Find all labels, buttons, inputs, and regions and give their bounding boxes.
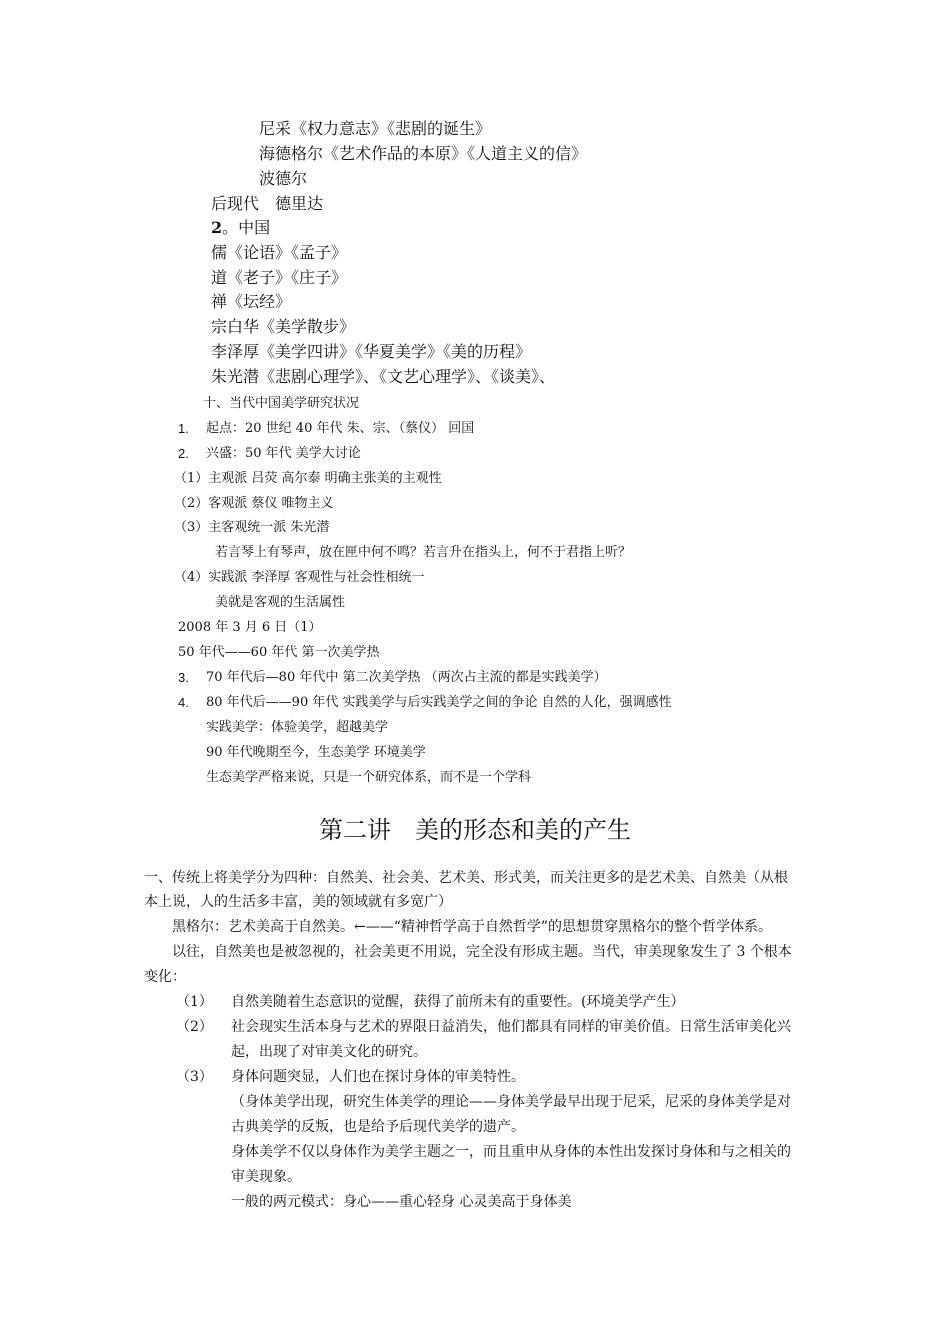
item-text: 兴盛：50 年代 美学大讨论 <box>206 446 361 461</box>
text-line-china <box>211 220 270 236</box>
list-item-2 <box>178 446 361 461</box>
item-text: 80 年代后——90 年代 实践美学与后实践美学之间的争论 自然的人化，强调感性 <box>206 695 672 710</box>
item-number: 2. <box>178 446 189 461</box>
item-text: 70 年代后—80 年代中 第二次美学热 （两次占主流的都是实践美学） <box>206 670 607 685</box>
text-line-baudelaire: 波德尔 <box>259 169 308 188</box>
change-3-note-b-line-2: 审美现象。 <box>231 1169 301 1185</box>
text-line-fifties: 50 年代——60 年代 第一次美学热 <box>178 645 380 660</box>
text-line-date: 2008 年 3 月 6 日（1） <box>178 620 322 635</box>
text-line-nineties: 90 年代晚期至今，生态美学 环境美学 <box>206 745 426 760</box>
section-heading-10: 十、当代中国美学研究状况 <box>203 396 360 411</box>
text-line-objective: （2）客观派 蔡仪 唯物主义 <box>174 496 334 511</box>
text-line-postmodern: 后现代 德里达 <box>211 194 324 213</box>
change-1-text: 自然美随着生态意识的觉醒，获得了前所未有的重要性。(环境美学产生） <box>231 994 685 1010</box>
change-2-line-1: 社会现实生活本身与艺术的界限日益消失，他们都具有同样的审美价值。日常生活审美化兴 <box>231 1019 791 1035</box>
text-line-subjective: （1）主观派 吕荧 高尔泰 明确主张美的主观性 <box>174 471 442 486</box>
item-number: 3. <box>178 670 189 685</box>
text-line-zong: 宗白华《美学散步》 <box>211 317 356 336</box>
text-line-unified: （3）主客观统一派 朱光潜 <box>174 520 330 535</box>
change-2-line-2: 起，出现了对审美文化的研究。 <box>231 1044 427 1060</box>
change-3-note-c: 一般的两元模式：身心——重心轻身 心灵美高于身体美 <box>231 1194 572 1210</box>
list-item-3 <box>178 670 607 685</box>
paragraph-2-line-2: 变化： <box>144 969 186 985</box>
item-number: 4. <box>178 695 189 710</box>
paragraph-1-line-2: 本上说，人的生活多丰富，美的领域就有多宽广） <box>144 894 452 910</box>
paragraph-hegel: 黑格尔：艺术美高于自然美。←——“精神哲学高于自然哲学”的思想贯穿黑格尔的整个哲学体系。 <box>172 919 773 935</box>
text-line-practice-aesthetics: 实践美学：体验美学，超越美学 <box>206 720 389 735</box>
text-line-practice: （4）实践派 李泽厚 客观性与社会性相统一 <box>174 570 425 585</box>
text-line-heidegger: 海德格尔《艺术作品的本原》《人道主义的信》 <box>259 144 588 163</box>
text-line-ru: 儒《论语》《孟子》 <box>211 243 348 262</box>
text-line-li: 李泽厚《美学四讲》《华夏美学》《美的历程》 <box>211 342 532 361</box>
change-3-note-b-line-1: 身体美学不仅以身体作为美学主题之一，而且重申从身体的本性出发探讨身体和与之相关的 <box>231 1144 791 1160</box>
change-1-number: （1） <box>176 994 213 1010</box>
china-label: 。中国 <box>222 218 271 237</box>
text-line-zhu: 朱光潜《悲剧心理学》、《文艺心理学》、《谈美》、 <box>211 367 556 386</box>
item-number: 1. <box>178 421 189 436</box>
text-line-chan: 禅《坛经》 <box>211 292 292 311</box>
change-3-number: （3） <box>176 1069 213 1085</box>
text-line-nietzsche: 尼采《权力意志》《悲剧的诞生》 <box>259 119 492 138</box>
china-number: 2 <box>211 218 223 237</box>
paragraph-1-line-1: 一、传统上将美学分为四种：自然美、社会美、艺术美、形式美，而关注更多的是艺术美、自然美（从根 <box>144 870 788 886</box>
change-3-text: 身体问题突显，人们也在探讨身体的审美特性。 <box>231 1069 525 1085</box>
list-item-1 <box>178 421 475 436</box>
list-item-4 <box>178 695 672 710</box>
change-2-number: （2） <box>176 1019 213 1035</box>
text-line-practice-note: 美就是客观的生活属性 <box>215 595 346 610</box>
item-text: 起点：20 世纪 40 年代 朱、宗、（蔡仪） 回国 <box>206 421 475 436</box>
paragraph-2-line-1: 以往，自然美也是被忽视的，社会美更不用说，完全没有形成主题。当代，审美现象发生了 3 个根本 <box>172 944 792 960</box>
change-3-note-a-line-2: 古典美学的反叛，也是给予后现代美学的遗产。 <box>231 1119 525 1135</box>
text-line-poem: 若言琴上有琴声，放在匣中何不鸣？若言升在指头上，何不于君指上听？ <box>215 545 632 560</box>
text-line-dao: 道《老子》《庄子》 <box>211 268 348 287</box>
text-line-ecology: 生态美学严格来说，只是一个研究体系，而不是一个学科 <box>206 770 532 785</box>
change-3-note-a-line-1: （身体美学出现，研究生体美学的理论——身体美学最早出现于尼采，尼采的身体美学是对 <box>231 1094 791 1110</box>
lecture-title: 第二讲 美的形态和美的产生 <box>319 816 631 844</box>
